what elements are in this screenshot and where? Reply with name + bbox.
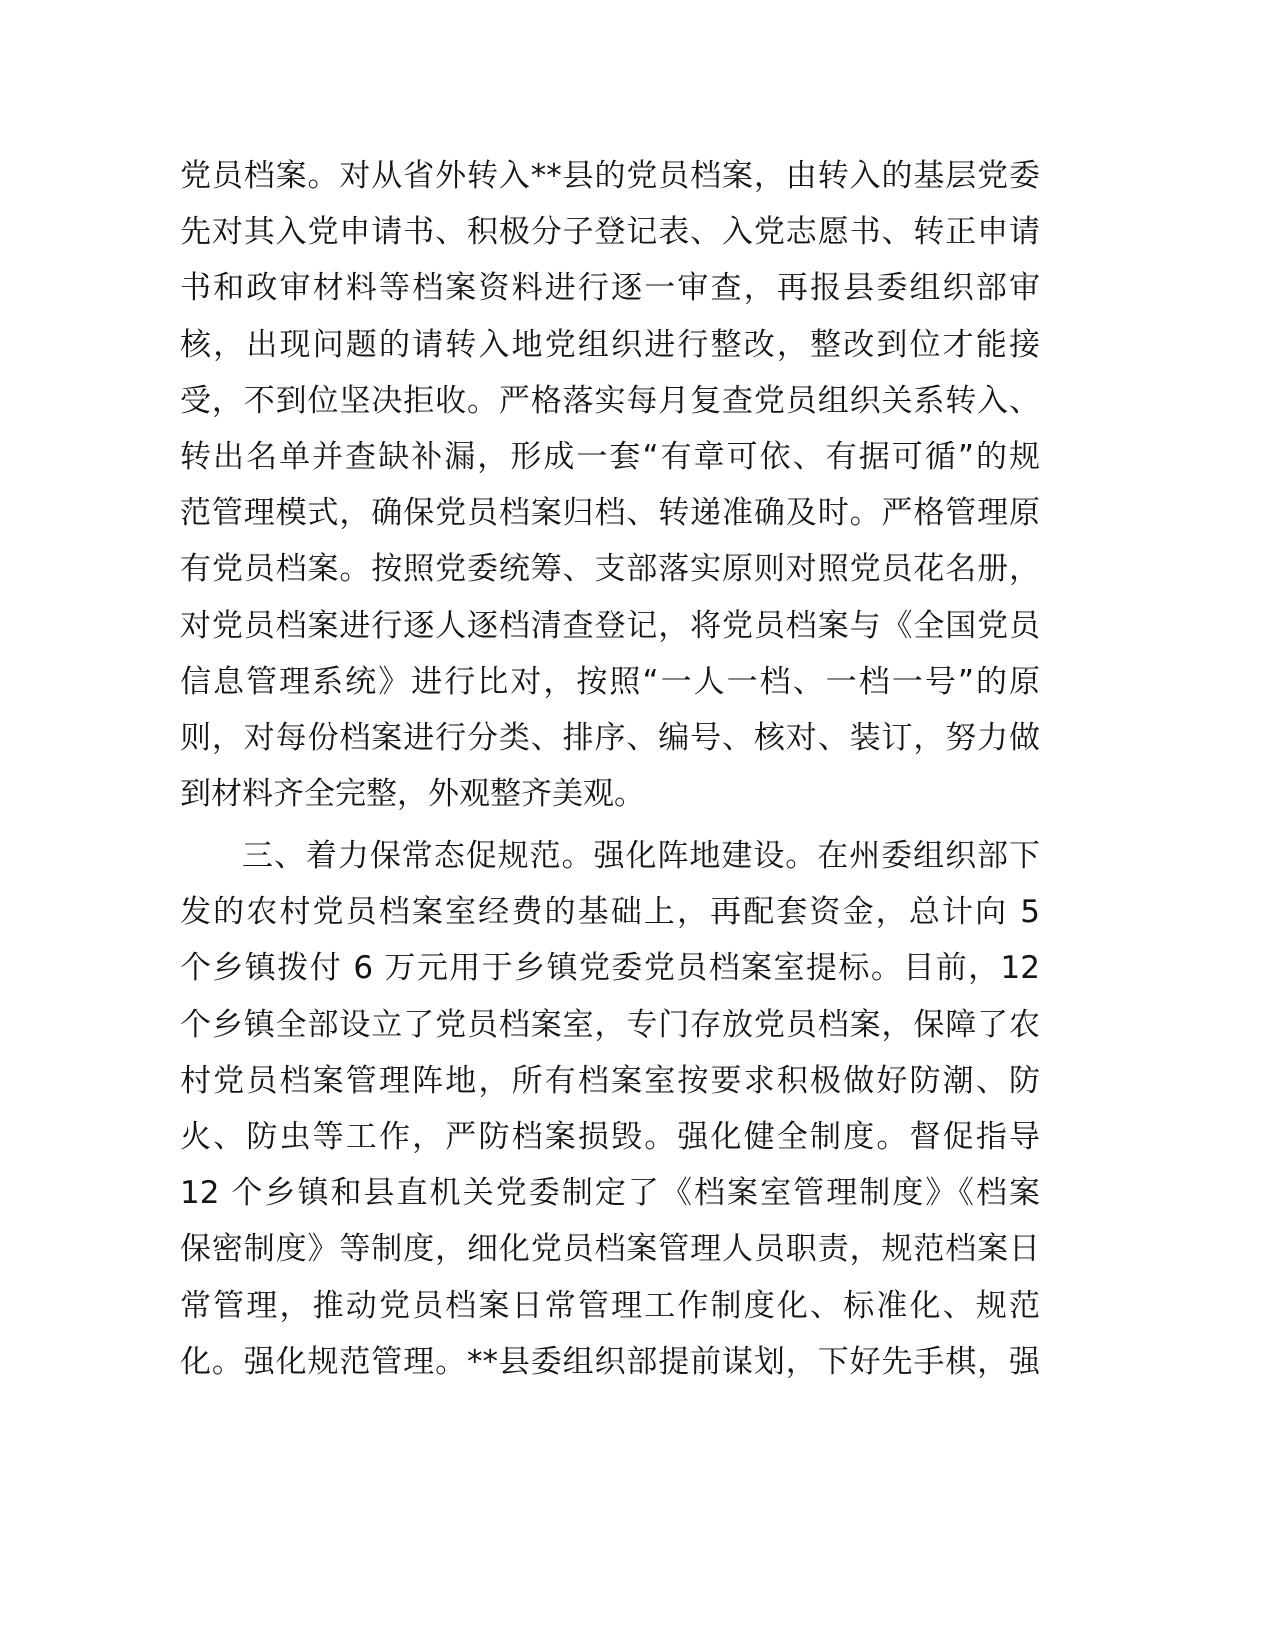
text-line: 对党员档案进行逐人逐档清查登记，将党员档案与《全国党员 <box>180 607 1040 644</box>
text-line: 先对其入党申请书、积极分子登记表、入党志愿书、转正申请 <box>180 214 1040 251</box>
text-line: 化。强化规范管理。**县委组织部提前谋划，下好先手棋，强 <box>180 1343 1040 1380</box>
text-line: 受，不到位坚决拒收。严格落实每月复查党员组织关系转入、 <box>180 382 1040 419</box>
text-line: 范管理模式，确保党员档案归档、转递准确及时。严格管理原 <box>180 495 1040 532</box>
text-line: 到材料齐全完整，外观整齐美观。 <box>180 776 645 813</box>
text-line: 核，出现问题的请转入地党组织进行整改，整改到位才能接 <box>180 326 1040 363</box>
text-line: 书和政审材料等档案资料进行逐一审查，再报县委组织部审 <box>180 270 1040 307</box>
text-line: 信息管理系统》进行比对，按照“一人一档、一档一号”的原 <box>180 663 1040 700</box>
text-line: 转出名单并查缺补漏，形成一套“有章可依、有据可循”的规 <box>180 438 1040 475</box>
text-line: 12 个乡镇和县直机关党委制定了《档案室管理制度》《档案 <box>180 1175 1040 1212</box>
text-line: 三、着力保常态促规范。强化阵地建设。在州委组织部下 <box>242 838 1040 874</box>
text-line: 个乡镇全部设立了党员档案室，专门存放党员档案，保障了农 <box>180 1006 1040 1043</box>
text-line: 常管理，推动党员档案日常管理工作制度化、标准化、规范 <box>180 1287 1040 1324</box>
text-line: 则，对每份档案进行分类、排序、编号、核对、装订，努力做 <box>180 719 1040 756</box>
text-line: 火、防虫等工作，严防档案损毁。强化健全制度。督促指导 <box>180 1118 1040 1155</box>
text-line: 保密制度》等制度，细化党员档案管理人员职责，规范档案日 <box>180 1231 1040 1268</box>
paragraph-archives-management <box>180 148 1040 822</box>
paragraph-section-three <box>180 828 1040 1390</box>
text-line: 有党员档案。按照党委统筹、支部落实原则对照党员花名册， <box>180 551 1040 588</box>
text-line: 个乡镇拨付 6 万元用于乡镇党委党员档案室提标。目前，12 <box>180 950 1040 987</box>
text-line: 发的农村党员档案室经费的基础上，再配套资金，总计向 5 <box>180 894 1040 931</box>
text-line: 村党员档案管理阵地，所有档案室按要求积极做好防潮、防 <box>180 1062 1040 1099</box>
text-line: 党员档案。对从省外转入**县的党员档案，由转入的基层党委 <box>180 158 1040 194</box>
